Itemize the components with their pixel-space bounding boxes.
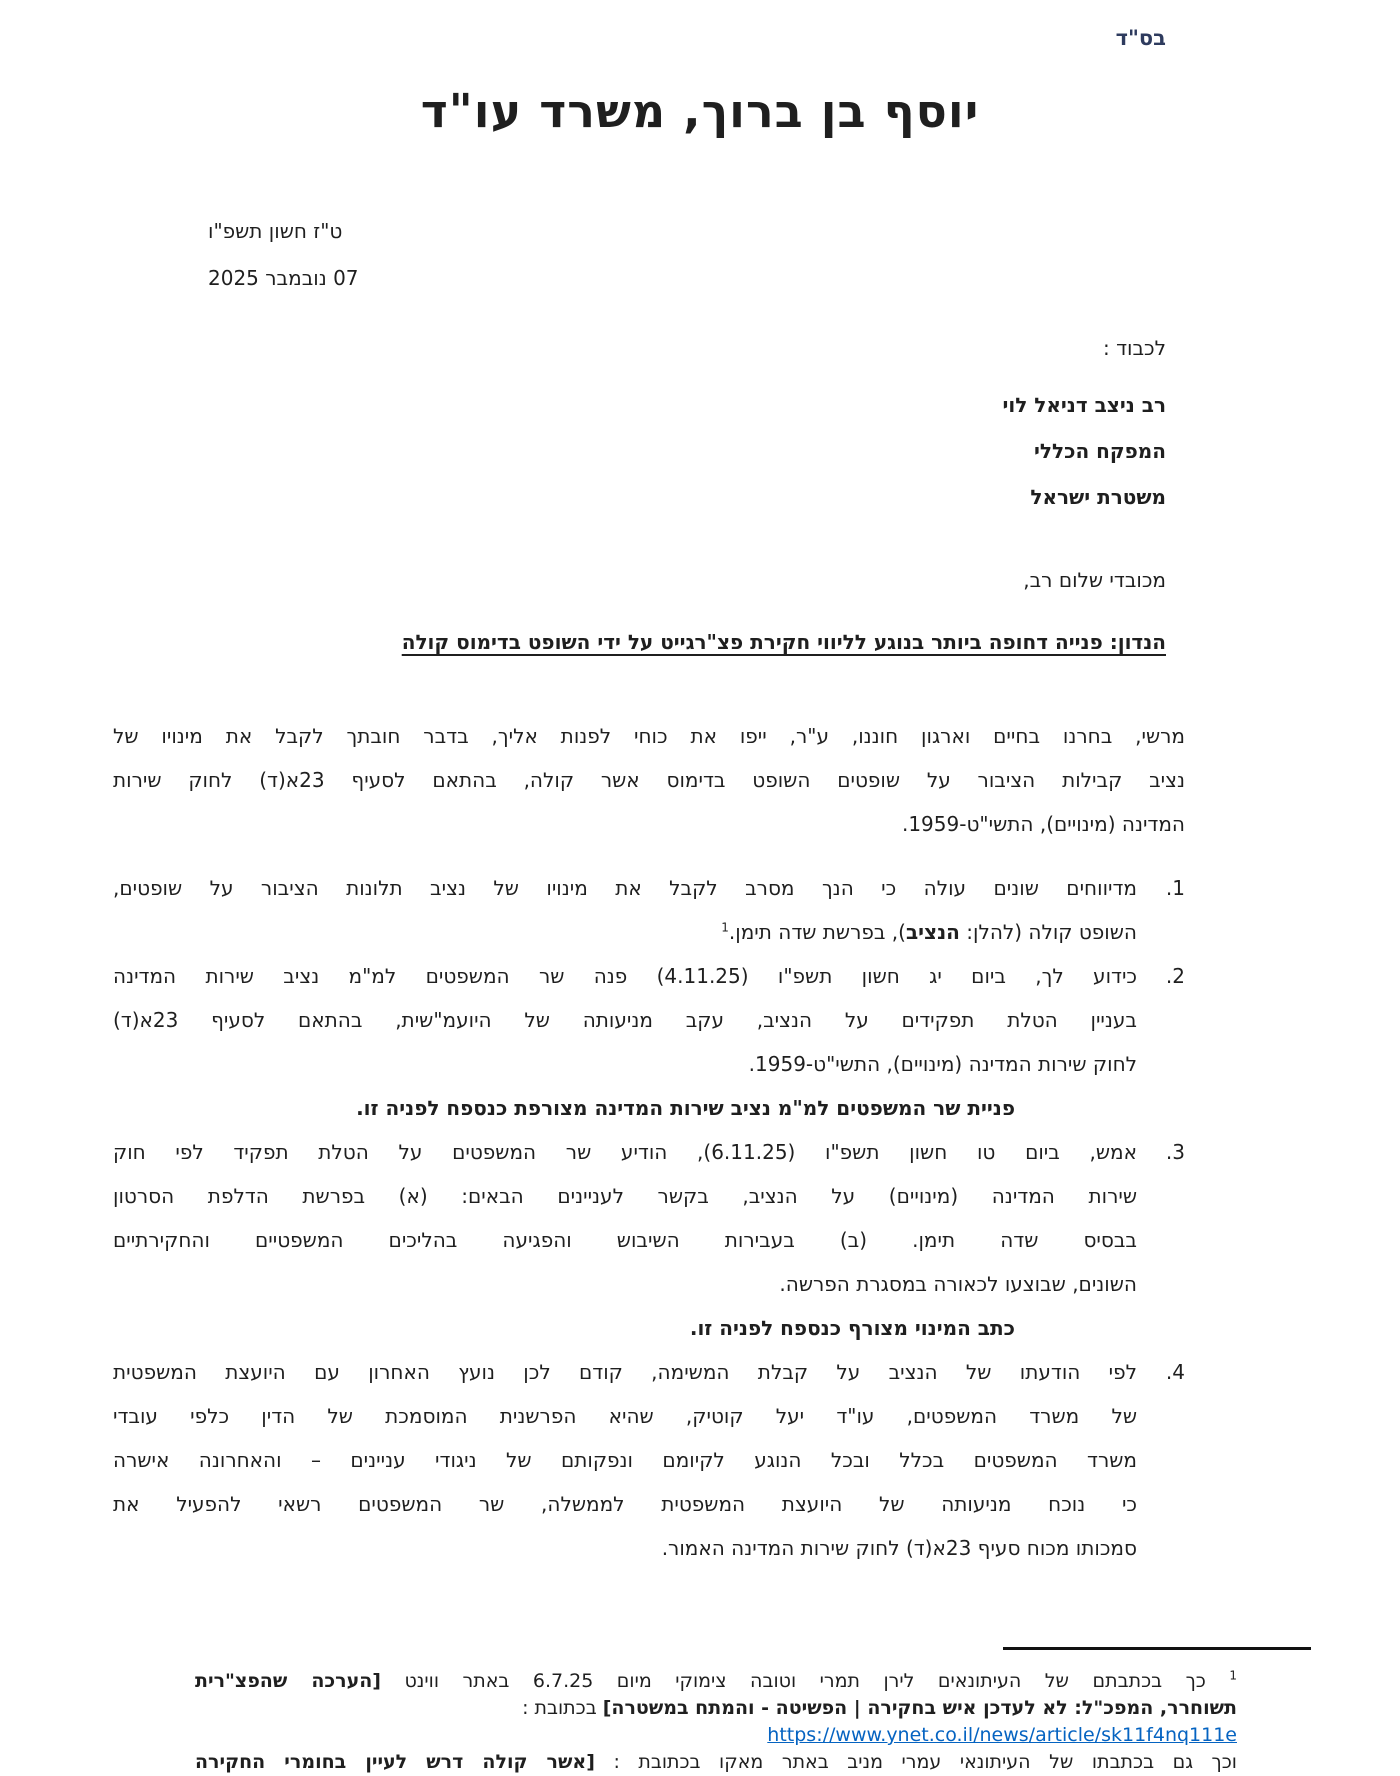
text-line [113, 1482, 1137, 1526]
salutation: מכובדי שלום רב, [1023, 568, 1166, 592]
recipient-org: משטרת ישראל [1030, 485, 1166, 509]
footnote [195, 1668, 1237, 1776]
text-line [113, 910, 1137, 954]
text-line [113, 1394, 1137, 1438]
text-run: שירות המדינה (מינויים) על הנציב, בקשר לעניינים הבאים: (א) בפרשת הדלפת הסרטון [113, 1184, 1137, 1208]
bold-run: [הערכה שהפצ"רית [195, 1670, 381, 1692]
text-line [195, 1695, 1237, 1722]
bold-run: פניית שר המשפטים למ"מ נציב שירות המדינה מצורפת כנספח לפניה זו. [356, 1096, 1015, 1120]
text-line [113, 1526, 1137, 1570]
text-run: ), בפרשת שדה תימן. [728, 920, 906, 944]
bsd-mark: בס"ד [1115, 26, 1166, 50]
subject-line: הנדון: פנייה דחופה ביותר בנוגע לליווי חקירת פצ"רגייט על ידי השופט בדימוס קולה [401, 630, 1166, 654]
text-run: לחוק שירות המדינה (מינויים), התשי"ט-1959. [748, 1052, 1137, 1076]
text-line [113, 714, 1185, 758]
text-line [113, 1350, 1137, 1394]
item-number: 4. [1165, 1360, 1185, 1384]
text-run: 1 [721, 920, 729, 935]
text-run: לפי הודעתו של הנציב על קבלת המשימה, קודם לכן נועץ האחרון עם היועצת המשפטית [113, 1360, 1137, 1384]
text-line [195, 1722, 1237, 1749]
list-item [113, 1130, 1185, 1350]
item-body [113, 954, 1137, 1130]
text-run: משרד המשפטים בכלל ובכל הנוגע לקיומם ונפקותם של ניגודי עניינים – והאחרונה אישרה [113, 1448, 1137, 1472]
bold-run: הנציב [905, 920, 960, 944]
text-line [113, 802, 1185, 846]
text-run: בכתובת : [522, 1697, 603, 1719]
text-line [195, 1749, 1237, 1776]
text-run: כך בכתבתם של העיתונאים לירן תמרי וטובה צימוקי מיום 6.7.25 באתר ווינט [380, 1670, 1230, 1692]
text-run: של משרד המשפטים, עו"ד יעל קוטיק, שהיא הפרשנית המוסמכת של הדין כלפי עובדי [113, 1404, 1137, 1428]
bold-run: תשוחרר, המפכ"ל: לא לעדכן איש בחקירה | הפשיטה - והמתח במשטרה] [602, 1697, 1237, 1719]
list-item [113, 954, 1185, 1130]
text-line [113, 1306, 1015, 1350]
text-line [113, 866, 1137, 910]
text-run: 1 [1229, 1668, 1237, 1683]
text-line [113, 1438, 1137, 1482]
text-line [113, 1218, 1137, 1262]
item-body [113, 1350, 1137, 1570]
text-run: וכך גם בכתבתו של העיתונאי עמרי מניב באתר מאקו בכתובת : [594, 1751, 1237, 1773]
text-line [113, 954, 1137, 998]
intro-paragraph [113, 714, 1185, 846]
item-number: 3. [1165, 1140, 1185, 1164]
text-line [113, 998, 1137, 1042]
firm-title: יוסף בן ברוך, משרד עו"ד [420, 84, 980, 138]
text-run: בבסיס שדה תימן. (ב) בעבירות השיבוש והפגיעה בהליכים המשפטיים והחקירתיים [113, 1228, 1137, 1252]
text-run: כידוע לך, ביום יג חשון תשפ"ו (4.11.25) פנה שר המשפטים למ"מ נציב שירות המדינה [113, 964, 1137, 988]
text-run: השופט קולה (להלן: [959, 920, 1137, 944]
date-gregorian: 07 נובמבר 2025 [208, 266, 359, 290]
numbered-list [113, 866, 1185, 1570]
list-item [113, 866, 1185, 954]
item-number: 1. [1165, 876, 1185, 900]
recipient-block [1002, 382, 1166, 520]
footnote-link[interactable]: https://www.ynet.co.il/news/article/sk11f4nq111e [767, 1724, 1237, 1746]
date-block [208, 208, 359, 302]
text-run: נציב קבילות הציבור על שופטים השופט בדימוס אשר קולה, בהתאם לסעיף 23א(ד) לחוק שירות [113, 768, 1185, 792]
item-body [113, 1130, 1137, 1350]
item-body [113, 866, 1137, 954]
bold-run: כתב המינוי מצורף כנספח לפניה זו. [689, 1316, 1015, 1340]
text-run: מדיווחים שונים עולה כי הנך מסרב לקבל את מינויו של נציב תלונות הציבור על שופטים, [113, 876, 1137, 900]
footnote-divider [1003, 1647, 1311, 1650]
to-label: לכבוד : [1103, 336, 1166, 360]
text-run: השונים, שבוצעו לכאורה במסגרת הפרשה. [779, 1272, 1137, 1296]
text-line [113, 1086, 1015, 1130]
list-item [113, 1350, 1185, 1570]
text-line [195, 1668, 1237, 1695]
text-line [113, 1130, 1137, 1174]
recipient-name: רב ניצב דניאל לוי [1002, 393, 1166, 417]
text-run: בעניין הטלת תפקידים על הנציב, עקב מניעותה של היועמ"שית, בהתאם לסעיף 23א(ד) [113, 1008, 1137, 1032]
text-line [113, 1174, 1137, 1218]
recipient-role: המפקח הכללי [1034, 439, 1166, 463]
text-line [113, 1262, 1137, 1306]
bold-run: [אשר קולה דרש לעיין בחומרי החקירה [195, 1751, 595, 1773]
text-run: המדינה (מינויים), התשי"ט-1959. [901, 812, 1185, 836]
text-line [113, 1042, 1137, 1086]
date-hebrew: ט"ז חשון תשפ"ו [208, 219, 343, 243]
text-run: אמש, ביום טו חשון תשפ"ו (6.11.25), הודיע שר המשפטים על הטלת תפקיד לפי חוק [113, 1140, 1137, 1164]
text-run: כי נוכח מניעותה של היועצת המשפטית לממשלה, שר המשפטים רשאי להפעיל את [113, 1492, 1137, 1516]
item-number: 2. [1165, 964, 1185, 988]
text-line [113, 758, 1185, 802]
text-run: מרשי, בחרנו בחיים וארגון חוננו, ע"ר, ייפו את כוחי לפנות אליך, בדבר חובתך לקבל את מינויו של [113, 724, 1185, 748]
text-run: סמכותו מכוח סעיף 23א(ד) לחוק שירות המדינה האמור. [661, 1536, 1137, 1560]
